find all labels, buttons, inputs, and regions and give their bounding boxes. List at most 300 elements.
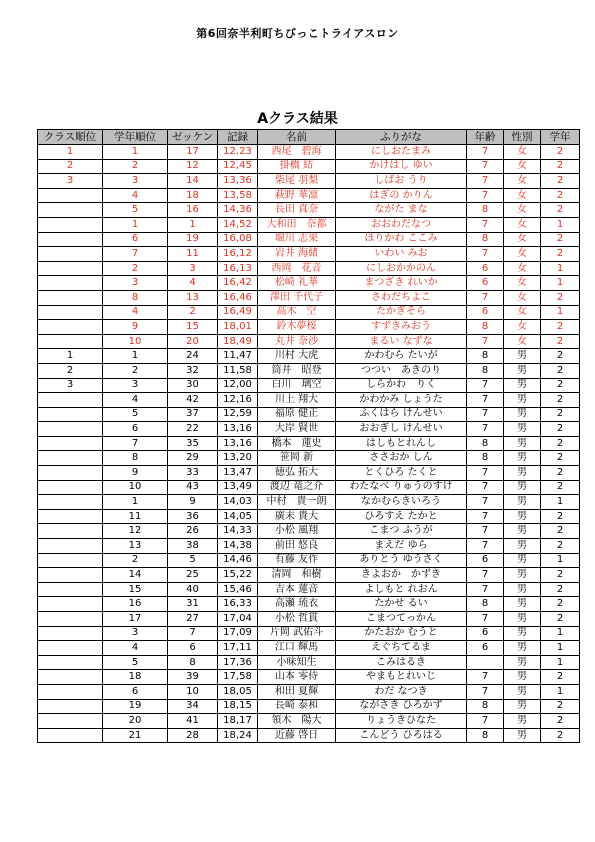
- cell-sex: 女: [504, 159, 541, 174]
- cell-class-rank: 1: [38, 349, 103, 364]
- table-row: [38, 422, 580, 437]
- cell-kana: しらかわ りく: [336, 378, 467, 393]
- cell-class-rank: [38, 290, 103, 305]
- cell-name: 小松 哲貫: [258, 612, 336, 627]
- cell-time: 14,52: [218, 217, 258, 232]
- cell-grade: 2: [541, 480, 580, 495]
- cell-sex: 男: [504, 480, 541, 495]
- cell-grade: 1: [541, 684, 580, 699]
- cell-age: 7: [467, 217, 504, 232]
- cell-sex: 男: [504, 466, 541, 481]
- cell-sex: 男: [504, 363, 541, 378]
- section-title: Aクラス結果: [257, 111, 338, 127]
- cell-name: 小松 風翔: [258, 524, 336, 539]
- cell-grade: 2: [541, 568, 580, 583]
- cell-name: 片岡 武佑斗: [258, 626, 336, 641]
- cell-age: 7: [467, 188, 504, 203]
- cell-kana: まつざき れいか: [336, 276, 467, 291]
- cell-sex: 男: [504, 436, 541, 451]
- cell-age: 7: [467, 670, 504, 685]
- cell-grade: 2: [541, 334, 580, 349]
- table-row: [38, 203, 580, 218]
- cell-bib: 42: [168, 393, 218, 408]
- cell-sex: 女: [504, 290, 541, 305]
- cell-time: 16,42: [218, 276, 258, 291]
- cell-kana: こんどう ひろはる: [336, 728, 467, 743]
- cell-grade: 2: [541, 597, 580, 612]
- cell-sex: 男: [504, 451, 541, 466]
- page-title: 第6回奈半利町ちびっこトライアスロン: [196, 27, 399, 40]
- cell-grade: 2: [541, 714, 580, 729]
- cell-bib: 9: [168, 495, 218, 510]
- cell-grade: 2: [541, 290, 580, 305]
- cell-age: 7: [467, 247, 504, 262]
- cell-grade-rank: 5: [103, 203, 168, 218]
- cell-class-rank: 2: [38, 363, 103, 378]
- cell-grade-rank: 8: [103, 290, 168, 305]
- col-grade: 学年: [541, 130, 580, 145]
- cell-sex: 女: [504, 188, 541, 203]
- col-bib: ゼッケン: [168, 130, 218, 145]
- cell-kana: こまつてっかん: [336, 612, 467, 627]
- table-row: [38, 699, 580, 714]
- cell-grade-rank: 5: [103, 655, 168, 670]
- col-class-rank: クラス順位: [38, 130, 103, 145]
- cell-bib: 20: [168, 334, 218, 349]
- cell-kana: とくひろ たくと: [336, 466, 467, 481]
- cell-bib: 11: [168, 247, 218, 262]
- cell-age: 7: [467, 612, 504, 627]
- cell-sex: 男: [504, 524, 541, 539]
- cell-name: 萩野 華凛: [258, 188, 336, 203]
- cell-class-rank: 2: [38, 159, 103, 174]
- table-row: [38, 407, 580, 422]
- cell-kana: ささおか しん: [336, 451, 467, 466]
- cell-grade: 2: [541, 188, 580, 203]
- cell-grade: 2: [541, 524, 580, 539]
- cell-time: 11,58: [218, 363, 258, 378]
- cell-kana: はしもとれんし: [336, 436, 467, 451]
- cell-kana: さわだちよこ: [336, 290, 467, 305]
- cell-bib: 7: [168, 626, 218, 641]
- cell-class-rank: [38, 714, 103, 729]
- cell-kana: ながさき ひろかず: [336, 699, 467, 714]
- cell-grade: 2: [541, 203, 580, 218]
- col-age: 年齢: [467, 130, 504, 145]
- cell-kana: わたなべ りゅうのすけ: [336, 480, 467, 495]
- cell-sex: 男: [504, 670, 541, 685]
- cell-class-rank: [38, 728, 103, 743]
- cell-class-rank: [38, 261, 103, 276]
- cell-age: 6: [467, 553, 504, 568]
- cell-age: 6: [467, 626, 504, 641]
- cell-grade-rank: 9: [103, 466, 168, 481]
- cell-sex: 男: [504, 699, 541, 714]
- cell-class-rank: [38, 641, 103, 656]
- cell-name: 清岡 和樹: [258, 568, 336, 583]
- cell-age: 7: [467, 159, 504, 174]
- cell-sex: 男: [504, 612, 541, 627]
- cell-sex: 女: [504, 203, 541, 218]
- cell-grade: 2: [541, 509, 580, 524]
- cell-grade-rank: 1: [103, 349, 168, 364]
- cell-kana: にしおかかのん: [336, 261, 467, 276]
- cell-name: 有藤 友作: [258, 553, 336, 568]
- cell-grade: 1: [541, 276, 580, 291]
- cell-kana: やまもとれいじ: [336, 670, 467, 685]
- cell-time: 13,36: [218, 174, 258, 189]
- cell-bib: 17: [168, 145, 218, 160]
- cell-age: 8: [467, 349, 504, 364]
- col-name: 名前: [258, 130, 336, 145]
- cell-sex: 男: [504, 568, 541, 583]
- cell-grade-rank: 9: [103, 320, 168, 335]
- cell-class-rank: [38, 612, 103, 627]
- cell-name: 筒井 昭登: [258, 363, 336, 378]
- cell-grade-rank: 2: [103, 363, 168, 378]
- table-row: [38, 217, 580, 232]
- cell-grade-rank: 14: [103, 568, 168, 583]
- cell-class-rank: [38, 422, 103, 437]
- cell-bib: 31: [168, 597, 218, 612]
- cell-name: 福原 健正: [258, 407, 336, 422]
- cell-grade-rank: 3: [103, 626, 168, 641]
- cell-grade-rank: 4: [103, 305, 168, 320]
- cell-bib: 32: [168, 363, 218, 378]
- cell-time: 16,49: [218, 305, 258, 320]
- cell-bib: 19: [168, 232, 218, 247]
- col-sex: 性別: [504, 130, 541, 145]
- table-row: [38, 582, 580, 597]
- cell-age: 7: [467, 378, 504, 393]
- cell-sex: 男: [504, 393, 541, 408]
- cell-class-rank: [38, 670, 103, 685]
- cell-class-rank: [38, 509, 103, 524]
- cell-class-rank: [38, 334, 103, 349]
- cell-kana: いわい みお: [336, 247, 467, 262]
- cell-name: 丸井 奈沙: [258, 334, 336, 349]
- col-time: 記録: [218, 130, 258, 145]
- cell-class-rank: [38, 466, 103, 481]
- cell-grade-rank: 12: [103, 524, 168, 539]
- table-row: [38, 626, 580, 641]
- col-grade-rank: 学年順位: [103, 130, 168, 145]
- cell-grade: 2: [541, 612, 580, 627]
- cell-grade-rank: 4: [103, 393, 168, 408]
- cell-name: 川村 大虎: [258, 349, 336, 364]
- table-row: [38, 305, 580, 320]
- cell-kana: かたおか むうと: [336, 626, 467, 641]
- cell-time: 12,45: [218, 159, 258, 174]
- cell-time: 14,38: [218, 539, 258, 554]
- cell-time: 14,33: [218, 524, 258, 539]
- cell-age: 6: [467, 305, 504, 320]
- cell-name: 大岸 賢世: [258, 422, 336, 437]
- cell-time: 14,03: [218, 495, 258, 510]
- cell-class-rank: [38, 320, 103, 335]
- cell-grade-rank: 2: [103, 261, 168, 276]
- cell-sex: 女: [504, 217, 541, 232]
- cell-time: 12,59: [218, 407, 258, 422]
- cell-time: 18,24: [218, 728, 258, 743]
- table-row: [38, 612, 580, 627]
- cell-sex: 男: [504, 539, 541, 554]
- results-table: [37, 129, 580, 743]
- cell-bib: 10: [168, 684, 218, 699]
- table-row: [38, 670, 580, 685]
- cell-time: 13,20: [218, 451, 258, 466]
- cell-class-rank: [38, 684, 103, 699]
- cell-bib: 41: [168, 714, 218, 729]
- cell-name: 西岡 花音: [258, 261, 336, 276]
- table-row: [38, 334, 580, 349]
- cell-grade-rank: 5: [103, 407, 168, 422]
- table-row: [38, 174, 580, 189]
- table-row: [38, 509, 580, 524]
- table-row: [38, 714, 580, 729]
- cell-class-rank: [38, 626, 103, 641]
- cell-sex: 男: [504, 422, 541, 437]
- cell-kana: わだ なつき: [336, 684, 467, 699]
- cell-grade: 2: [541, 407, 580, 422]
- cell-time: 17,36: [218, 655, 258, 670]
- cell-sex: 男: [504, 728, 541, 743]
- cell-time: 11,47: [218, 349, 258, 364]
- table-row: [38, 290, 580, 305]
- cell-age: 7: [467, 174, 504, 189]
- cell-kana: かわむら たいが: [336, 349, 467, 364]
- cell-name: 柴尾 羽梨: [258, 174, 336, 189]
- cell-class-rank: [38, 305, 103, 320]
- cell-grade-rank: 4: [103, 188, 168, 203]
- cell-grade: 1: [541, 305, 580, 320]
- cell-name: 徳弘 拓大: [258, 466, 336, 481]
- cell-sex: 男: [504, 626, 541, 641]
- cell-bib: 33: [168, 466, 218, 481]
- cell-grade-rank: 10: [103, 334, 168, 349]
- cell-bib: 12: [168, 159, 218, 174]
- cell-grade-rank: 8: [103, 451, 168, 466]
- cell-name: 渡辺 竜之介: [258, 480, 336, 495]
- cell-name: 廣末 貴大: [258, 509, 336, 524]
- table-row: [38, 261, 580, 276]
- cell-bib: 40: [168, 582, 218, 597]
- cell-age: 8: [467, 597, 504, 612]
- cell-bib: 2: [168, 305, 218, 320]
- cell-class-rank: [38, 188, 103, 203]
- cell-bib: 24: [168, 349, 218, 364]
- cell-kana: たかぎそら: [336, 305, 467, 320]
- cell-age: 8: [467, 699, 504, 714]
- cell-grade: 2: [541, 320, 580, 335]
- cell-time: 17,09: [218, 626, 258, 641]
- table-row: [38, 539, 580, 554]
- cell-age: 7: [467, 568, 504, 583]
- cell-grade-rank: 7: [103, 436, 168, 451]
- cell-grade-rank: 21: [103, 728, 168, 743]
- cell-class-rank: [38, 655, 103, 670]
- cell-grade: 2: [541, 422, 580, 437]
- cell-age: 7: [467, 684, 504, 699]
- cell-grade-rank: 13: [103, 539, 168, 554]
- cell-time: 18,17: [218, 714, 258, 729]
- table-row: [38, 684, 580, 699]
- cell-time: 15,22: [218, 568, 258, 583]
- cell-kana: ふくはら けんせい: [336, 407, 467, 422]
- table-row: [38, 451, 580, 466]
- cell-time: 13,47: [218, 466, 258, 481]
- cell-grade: 2: [541, 728, 580, 743]
- cell-name: 澤田 千代子: [258, 290, 336, 305]
- cell-grade-rank: 1: [103, 495, 168, 510]
- cell-grade: 2: [541, 349, 580, 364]
- cell-grade-rank: 1: [103, 217, 168, 232]
- cell-bib: 36: [168, 509, 218, 524]
- cell-name: 小味知生: [258, 655, 336, 670]
- table-row: [38, 232, 580, 247]
- cell-age: 7: [467, 582, 504, 597]
- cell-age: 7: [467, 422, 504, 437]
- cell-grade: 2: [541, 539, 580, 554]
- table-row: [38, 597, 580, 612]
- cell-name: 長田 真奈: [258, 203, 336, 218]
- cell-class-rank: [38, 568, 103, 583]
- cell-kana: しばお うり: [336, 174, 467, 189]
- cell-kana: きよおか かずき: [336, 568, 467, 583]
- cell-time: 16,13: [218, 261, 258, 276]
- cell-bib: 43: [168, 480, 218, 495]
- cell-class-rank: [38, 247, 103, 262]
- cell-grade-rank: 19: [103, 699, 168, 714]
- cell-time: 16,46: [218, 290, 258, 305]
- cell-kana: おおわだなつ: [336, 217, 467, 232]
- table-row: [38, 276, 580, 291]
- cell-time: 17,58: [218, 670, 258, 685]
- cell-age: 7: [467, 495, 504, 510]
- cell-class-rank: [38, 393, 103, 408]
- cell-age: 7: [467, 334, 504, 349]
- table-row: [38, 320, 580, 335]
- cell-kana: ひろすえ たかと: [336, 509, 467, 524]
- cell-age: 7: [467, 509, 504, 524]
- cell-age: 7: [467, 290, 504, 305]
- cell-bib: 27: [168, 612, 218, 627]
- cell-age: 7: [467, 466, 504, 481]
- table-row: [38, 349, 580, 364]
- table-row: [38, 247, 580, 262]
- header-row: [38, 130, 580, 145]
- cell-name: 前田 悠良: [258, 539, 336, 554]
- cell-kana: りょうきひなた: [336, 714, 467, 729]
- cell-name: 和田 夏輝: [258, 684, 336, 699]
- cell-bib: 30: [168, 378, 218, 393]
- cell-class-rank: [38, 539, 103, 554]
- cell-kana: なかむらきいろう: [336, 495, 467, 510]
- table-row: [38, 480, 580, 495]
- cell-name: 白川 璃空: [258, 378, 336, 393]
- cell-name: 鈴木夢桜: [258, 320, 336, 335]
- cell-grade: 1: [541, 655, 580, 670]
- cell-grade-rank: 1: [103, 145, 168, 160]
- cell-grade: 2: [541, 247, 580, 262]
- cell-sex: 女: [504, 145, 541, 160]
- cell-kana: おおぎし けんせい: [336, 422, 467, 437]
- cell-time: 13,49: [218, 480, 258, 495]
- cell-bib: 3: [168, 261, 218, 276]
- col-kana: ふりがな: [336, 130, 467, 145]
- cell-time: 13,16: [218, 436, 258, 451]
- cell-grade-rank: 7: [103, 247, 168, 262]
- cell-kana: かけはし ゆい: [336, 159, 467, 174]
- cell-name: 高木 空: [258, 305, 336, 320]
- cell-kana: こみはるき: [336, 655, 467, 670]
- cell-kana: はぎの かりん: [336, 188, 467, 203]
- cell-name: 堀川 志果: [258, 232, 336, 247]
- cell-sex: 男: [504, 684, 541, 699]
- cell-grade: 2: [541, 699, 580, 714]
- cell-sex: 男: [504, 641, 541, 656]
- cell-grade: 1: [541, 553, 580, 568]
- table-row: [38, 495, 580, 510]
- cell-bib: 6: [168, 641, 218, 656]
- table-row: [38, 466, 580, 481]
- cell-kana: ながた まな: [336, 203, 467, 218]
- cell-grade-rank: 4: [103, 641, 168, 656]
- cell-bib: 35: [168, 436, 218, 451]
- cell-grade: 2: [541, 466, 580, 481]
- cell-grade: 2: [541, 393, 580, 408]
- cell-name: 近藤 啓日: [258, 728, 336, 743]
- cell-class-rank: 1: [38, 145, 103, 160]
- cell-kana: まえだ ゆら: [336, 539, 467, 554]
- table-row: [38, 655, 580, 670]
- cell-grade: 1: [541, 217, 580, 232]
- cell-kana: こまつ ふうが: [336, 524, 467, 539]
- cell-name: 松崎 礼華: [258, 276, 336, 291]
- cell-name: 岩井 海緒: [258, 247, 336, 262]
- table-row: [38, 728, 580, 743]
- cell-sex: 女: [504, 174, 541, 189]
- cell-class-rank: [38, 232, 103, 247]
- cell-grade: 1: [541, 641, 580, 656]
- cell-class-rank: [38, 495, 103, 510]
- cell-class-rank: [38, 276, 103, 291]
- cell-sex: 男: [504, 597, 541, 612]
- cell-grade: 1: [541, 261, 580, 276]
- cell-time: 13,16: [218, 422, 258, 437]
- cell-time: 18,15: [218, 699, 258, 714]
- cell-bib: 25: [168, 568, 218, 583]
- table-row: [38, 159, 580, 174]
- cell-sex: 男: [504, 582, 541, 597]
- cell-age: 8: [467, 232, 504, 247]
- cell-bib: 39: [168, 670, 218, 685]
- cell-class-rank: [38, 451, 103, 466]
- cell-time: 14,36: [218, 203, 258, 218]
- cell-bib: 4: [168, 276, 218, 291]
- cell-class-rank: [38, 597, 103, 612]
- cell-time: 17,11: [218, 641, 258, 656]
- cell-sex: 男: [504, 509, 541, 524]
- table-row: [38, 393, 580, 408]
- cell-bib: 34: [168, 699, 218, 714]
- cell-sex: 女: [504, 276, 541, 291]
- cell-age: 8: [467, 203, 504, 218]
- cell-name: 中村 貴一朗: [258, 495, 336, 510]
- cell-bib: 16: [168, 203, 218, 218]
- cell-grade-rank: 6: [103, 422, 168, 437]
- cell-name: 高瀬 琉衣: [258, 597, 336, 612]
